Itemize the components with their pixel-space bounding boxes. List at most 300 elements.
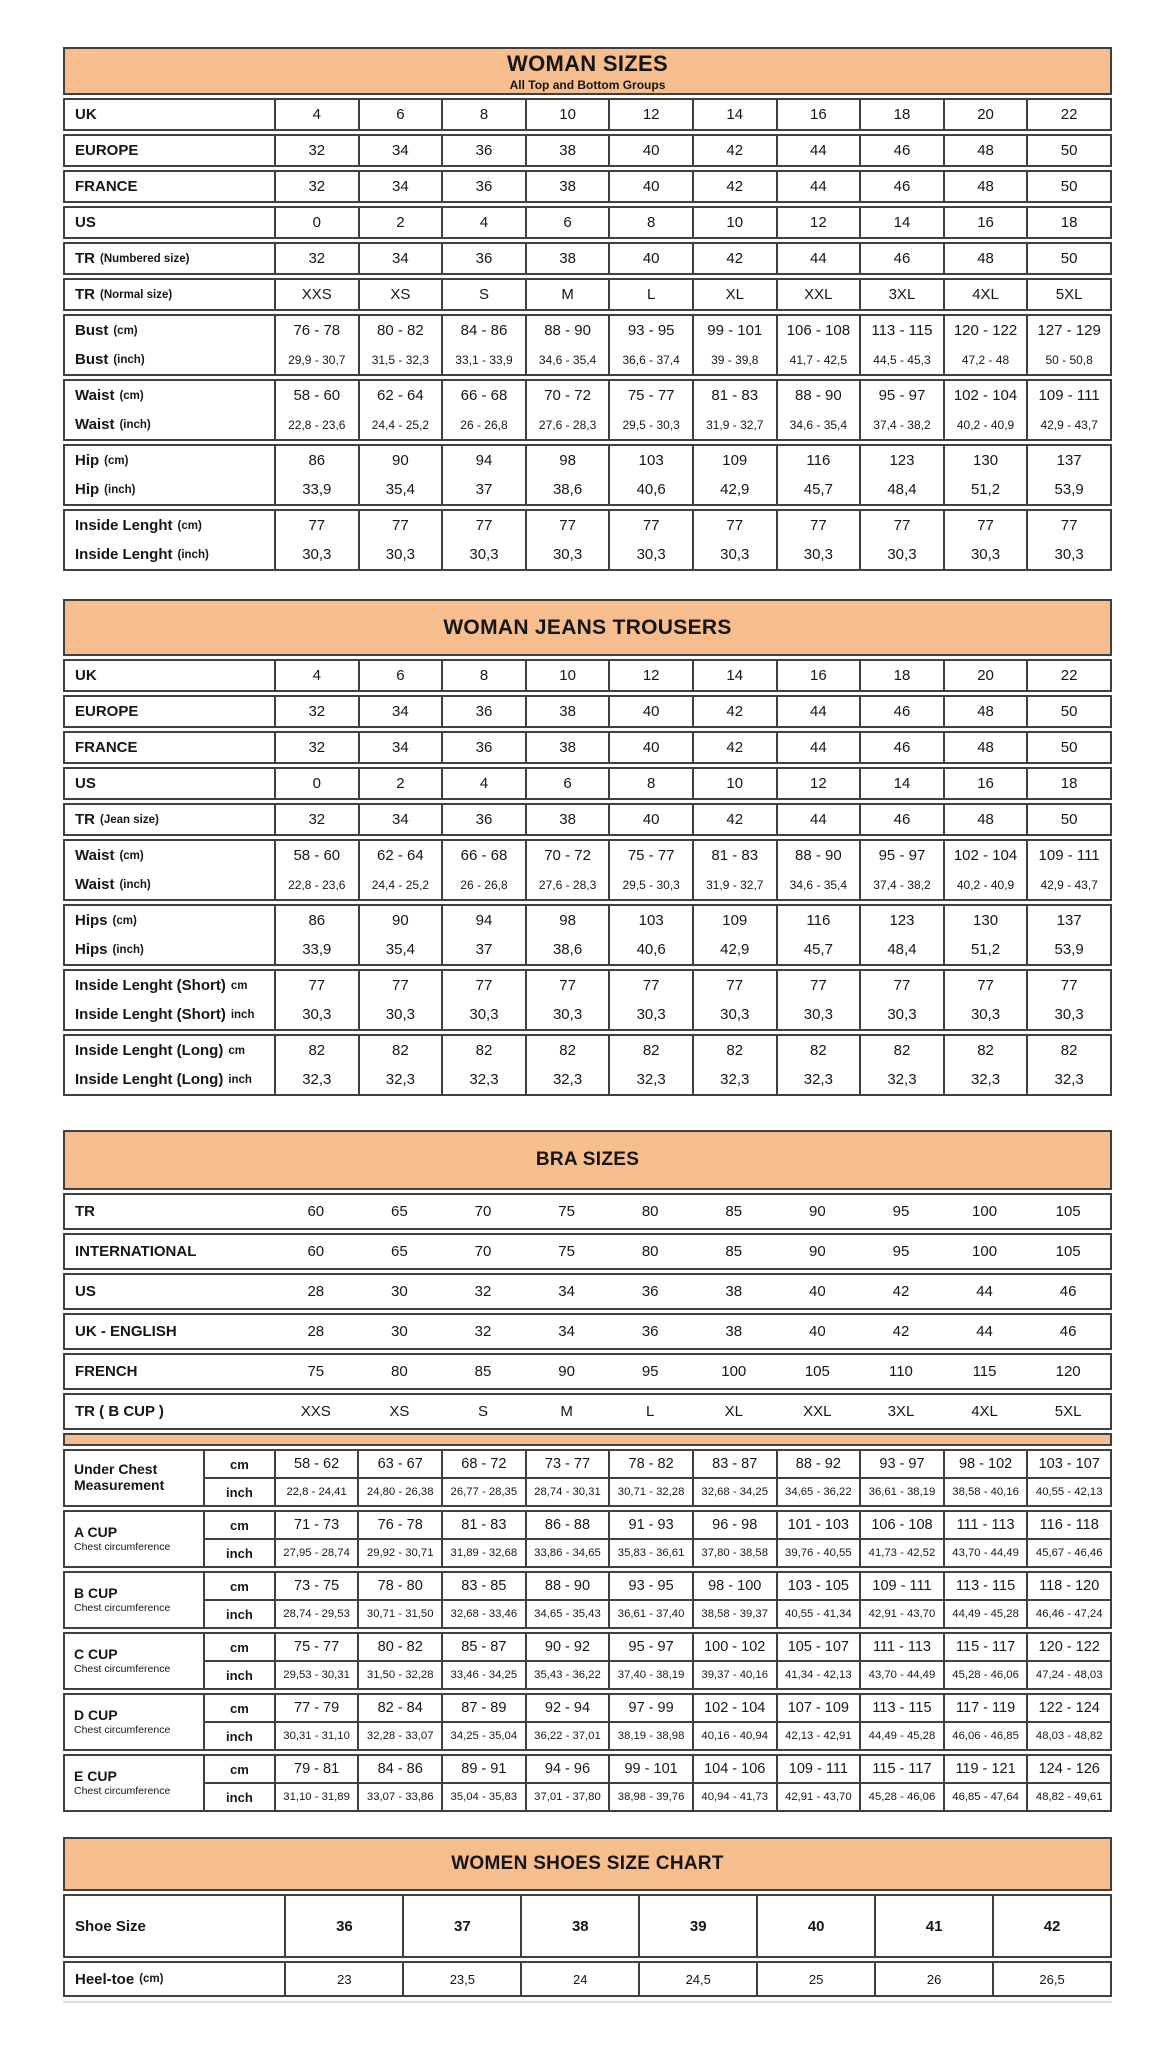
table-row — [205, 1538, 1110, 1566]
value-cell: 42 — [692, 136, 776, 165]
value-cell: 40,2 - 40,9 — [943, 870, 1027, 899]
value-cell: 103 - 107 — [1026, 1451, 1110, 1477]
value-cell: 50 — [1026, 733, 1110, 762]
value-cell: 38 — [525, 244, 609, 273]
value-cell: 34,65 - 35,43 — [525, 1601, 609, 1627]
value-cell: 30,3 — [525, 540, 609, 569]
value-cell: 31,10 - 31,89 — [274, 1784, 358, 1810]
cup-label-sub: Chest circumference — [74, 1724, 171, 1737]
value-cell: 84 - 86 — [441, 316, 525, 345]
value-cell: 30,3 — [274, 540, 358, 569]
value-cell: 94 - 96 — [525, 1756, 609, 1782]
value-cell: 42 — [692, 697, 776, 726]
value-cell: 43,70 - 44,49 — [859, 1662, 943, 1688]
row-label-text: Hips — [75, 941, 108, 958]
value-cell: 5XL — [1026, 280, 1110, 309]
value-cell: 93 - 95 — [608, 316, 692, 345]
value-cell: 10 — [525, 661, 609, 690]
value-cell: 77 — [274, 971, 358, 1000]
value-cell: 26 - 26,8 — [441, 870, 525, 899]
woman-sizes-body — [63, 98, 1112, 571]
value-cell: 30,3 — [692, 540, 776, 569]
value-cell: 44 — [776, 172, 860, 201]
value-cell: 39 — [638, 1896, 756, 1956]
value-cell: 40 — [608, 172, 692, 201]
value-cell: 44,49 - 45,28 — [943, 1601, 1027, 1627]
value-cell: 4XL — [943, 280, 1027, 309]
value-cell: 77 — [776, 971, 860, 1000]
value-cell: 3XL — [859, 280, 943, 309]
value-cell: 77 — [358, 511, 442, 540]
value-cell: 76 - 78 — [357, 1512, 441, 1538]
table-row-group — [63, 839, 1112, 901]
table-row — [65, 841, 1110, 870]
value-cell: 82 — [1026, 1036, 1110, 1065]
unit-cell: cm — [230, 1761, 249, 1777]
value-cell: 32 — [474, 1283, 492, 1300]
value-cell: 45,67 - 46,46 — [1026, 1540, 1110, 1566]
value-cell: 48,03 - 48,82 — [1026, 1723, 1110, 1749]
value-cell: 25 — [756, 1963, 874, 1995]
cup-row-group — [63, 1571, 1112, 1629]
value-cell: 31,89 - 32,68 — [441, 1540, 525, 1566]
value-cell: M — [560, 1403, 573, 1420]
value-cell: 40 — [608, 697, 692, 726]
table-row — [205, 1477, 1110, 1505]
value-cell: 77 — [776, 511, 860, 540]
cup-rows — [205, 1756, 1110, 1810]
value-cell: XXL — [803, 1403, 832, 1420]
value-cell: 3XL — [887, 1403, 915, 1420]
value-cell: 123 — [859, 446, 943, 475]
value-cell: 116 - 118 — [1026, 1512, 1110, 1538]
value-cell: 123 — [859, 906, 943, 935]
value-cell: 105 — [804, 1363, 830, 1380]
woman-jeans-header — [63, 599, 1112, 656]
value-cell: 63 - 67 — [357, 1451, 441, 1477]
table-row — [205, 1512, 1110, 1538]
value-cell: 120 - 122 — [1026, 1634, 1110, 1660]
row-label — [65, 769, 274, 798]
value-cell: 30,3 — [441, 1000, 525, 1029]
cup-rows — [205, 1573, 1110, 1627]
value-cell: 33,9 — [274, 935, 358, 964]
shoes-table — [63, 1837, 1112, 2003]
value-cell: 84 - 86 — [357, 1756, 441, 1782]
value-cell: 37,40 - 38,19 — [608, 1662, 692, 1688]
value-cell: 40 — [809, 1283, 826, 1300]
value-cell: 40,94 - 41,73 — [692, 1784, 776, 1810]
value-cell: 38 — [525, 697, 609, 726]
value-cell: 95 - 97 — [859, 841, 943, 870]
value-cell: 50 - 50,8 — [1026, 345, 1110, 374]
value-cell: 81 - 83 — [692, 381, 776, 410]
value-cell: 32,68 - 33,46 — [441, 1601, 525, 1627]
value-cell: 46 — [859, 244, 943, 273]
value-cell: 80 — [391, 1363, 408, 1380]
cup-label — [65, 1695, 205, 1749]
row-label — [65, 935, 274, 964]
value-cell: 46,46 - 47,24 — [1026, 1601, 1110, 1627]
value-cell: 99 - 101 — [608, 1756, 692, 1782]
cup-label-text: B CUP — [74, 1584, 118, 1601]
value-cell: 85 — [725, 1203, 743, 1220]
table-row — [65, 136, 1110, 165]
value-cell: 30,3 — [859, 540, 943, 569]
row-label — [65, 1896, 284, 1956]
row-label-text: FRANCE — [75, 178, 138, 195]
value-cell: 82 — [608, 1036, 692, 1065]
table-row — [65, 661, 1110, 690]
row-label-sub: (cm) — [113, 324, 138, 337]
value-cell: 45,7 — [776, 475, 860, 504]
value-cell: 29,92 - 30,71 — [357, 1540, 441, 1566]
table-row-group — [63, 444, 1112, 506]
value-cell: 46 — [859, 697, 943, 726]
row-label-sub: (inch) — [177, 548, 209, 561]
value-cell: 77 — [1026, 511, 1110, 540]
value-cell: 26,77 - 28,35 — [441, 1479, 525, 1505]
value-cell: 45,28 - 46,06 — [943, 1662, 1027, 1688]
row-label-text: Shoe Size — [75, 1917, 146, 1935]
value-cell: 77 — [441, 971, 525, 1000]
value-cell: 34 — [558, 1283, 575, 1300]
table-row — [65, 935, 1110, 964]
value-cell: 32,68 - 34,25 — [692, 1479, 776, 1505]
table-row-group — [63, 1313, 1112, 1350]
row-label-text: Inside Lenght — [75, 517, 173, 534]
value-cell: 104 - 106 — [692, 1756, 776, 1782]
row-label-text: Inside Lenght (Long) — [75, 1042, 224, 1059]
value-cell: 75 - 77 — [608, 381, 692, 410]
row-label-sub: (inch) — [112, 943, 144, 956]
row-label-sub: (inch) — [113, 353, 145, 366]
value-cell: 44 — [776, 244, 860, 273]
value-cell: 32,3 — [943, 1065, 1027, 1094]
value-cell: 58 - 60 — [274, 381, 358, 410]
value-cell: 32,28 - 33,07 — [357, 1723, 441, 1749]
value-cell: 38 — [525, 136, 609, 165]
unit-cell: cm — [230, 1578, 249, 1594]
value-cell: 48 — [943, 805, 1027, 834]
value-cell: 36 — [641, 1323, 659, 1340]
value-cell: 40,6 — [608, 475, 692, 504]
shoes-body — [63, 1894, 1112, 1997]
value-cell: 30,3 — [776, 540, 860, 569]
row-label — [65, 511, 274, 540]
value-cell: 85 - 87 — [441, 1634, 525, 1660]
table-row — [65, 316, 1110, 345]
value-cell: 38 — [520, 1896, 638, 1956]
table-row-group — [63, 134, 1112, 167]
value-cell: 36 — [441, 733, 525, 762]
row-label-text: UK - ENGLISH — [75, 1323, 177, 1340]
value-cell: 30,3 — [358, 540, 442, 569]
value-cell: 105 - 107 — [776, 1634, 860, 1660]
table-row — [205, 1756, 1110, 1782]
value-cell: 37 — [441, 935, 525, 964]
value-cell: 32,3 — [776, 1065, 860, 1094]
value-cell: 38 — [725, 1323, 743, 1340]
value-cell: 113 - 115 — [859, 316, 943, 345]
row-label — [65, 906, 274, 935]
table-row-group — [63, 379, 1112, 441]
value-cell: 85 — [725, 1243, 743, 1260]
bra-cup-grid — [63, 1449, 1112, 1812]
value-cell: 78 - 82 — [608, 1451, 692, 1477]
value-cell: 86 - 88 — [525, 1512, 609, 1538]
value-cell: 46 — [859, 136, 943, 165]
value-cell: 46 — [859, 733, 943, 762]
table-row-group — [63, 98, 1112, 131]
value-cell: 66 - 68 — [441, 841, 525, 870]
table-row — [65, 1355, 1110, 1388]
row-label — [65, 475, 274, 504]
value-cell: 113 - 115 — [943, 1573, 1027, 1599]
value-cell: 30,71 - 32,28 — [608, 1479, 692, 1505]
table-row-group — [63, 1961, 1112, 1997]
value-cell: 88 - 90 — [525, 316, 609, 345]
cup-rows — [205, 1695, 1110, 1749]
value-cell: 117 - 119 — [943, 1695, 1027, 1721]
value-cell: 48 — [943, 136, 1027, 165]
value-cell: 92 - 94 — [525, 1695, 609, 1721]
value-cell: 51,2 — [943, 935, 1027, 964]
value-cell: 137 — [1026, 446, 1110, 475]
value-cell: 70 - 72 — [525, 841, 609, 870]
value-cell: 95 — [892, 1203, 910, 1220]
cup-label-sub: Chest circumference — [74, 1541, 171, 1554]
value-cell: 109 - 111 — [776, 1756, 860, 1782]
row-label-text: Heel-toe — [75, 1970, 135, 1988]
value-cell: 68 - 72 — [441, 1451, 525, 1477]
value-cell: 130 — [943, 906, 1027, 935]
value-cell: 60 — [307, 1203, 325, 1220]
table-row — [65, 971, 1110, 1000]
row-label — [65, 345, 274, 374]
value-cell: 86 — [274, 906, 358, 935]
value-cell: 35,04 - 35,83 — [441, 1784, 525, 1810]
cup-label-text: Under Chest Measurement — [74, 1461, 165, 1493]
value-cell: 42 — [692, 805, 776, 834]
value-cell: 12 — [608, 100, 692, 129]
value-cell: 16 — [776, 661, 860, 690]
row-label — [65, 870, 274, 899]
value-cell: 34 — [358, 244, 442, 273]
value-cell: 6 — [358, 100, 442, 129]
value-cell: 77 — [859, 511, 943, 540]
value-cell: 73 - 77 — [525, 1451, 609, 1477]
value-cell: 37 — [441, 475, 525, 504]
value-cell: 38,6 — [525, 935, 609, 964]
value-cell: 42 — [892, 1283, 910, 1300]
value-cell: 42,9 — [692, 935, 776, 964]
value-cell: 115 - 117 — [859, 1756, 943, 1782]
value-cell: 32,3 — [441, 1065, 525, 1094]
row-label-sub: (cm) — [139, 1973, 164, 1985]
value-cell: 90 — [358, 446, 442, 475]
cup-label-sub: Chest circumference — [74, 1663, 171, 1676]
value-cell: 33,07 - 33,86 — [357, 1784, 441, 1810]
cup-label-text: D CUP — [74, 1706, 118, 1723]
table-title: WOMAN JEANS TROUSERS — [443, 615, 732, 639]
table-row — [65, 906, 1110, 935]
value-cell: 44 — [776, 697, 860, 726]
value-cell: 82 — [441, 1036, 525, 1065]
table-row-group — [63, 242, 1112, 275]
value-cell: 22,8 - 24,41 — [274, 1479, 358, 1505]
table-row-group — [63, 803, 1112, 836]
value-cell: 111 - 113 — [859, 1634, 943, 1660]
row-label — [65, 1315, 274, 1348]
value-cell: 42 — [692, 244, 776, 273]
value-cell: 31,50 - 32,28 — [357, 1662, 441, 1688]
value-cell: 50 — [1026, 805, 1110, 834]
value-cell: 23,5 — [402, 1963, 520, 1995]
value-cell: 0 — [274, 769, 358, 798]
row-label-text: Hip — [75, 481, 100, 498]
value-cell: 34,6 - 35,4 — [525, 345, 609, 374]
row-label — [65, 244, 274, 273]
value-cell: 90 — [809, 1203, 826, 1220]
value-cell: 44 — [776, 805, 860, 834]
value-cell: 40,55 - 41,34 — [776, 1601, 860, 1627]
value-cell: 38,19 - 38,98 — [608, 1723, 692, 1749]
cup-label — [65, 1451, 205, 1505]
unit-cell: cm — [230, 1639, 249, 1655]
value-cell: 80 - 82 — [358, 316, 442, 345]
value-cell: 14 — [859, 769, 943, 798]
value-cell: 40 — [608, 244, 692, 273]
value-cell: 24,5 — [638, 1963, 756, 1995]
value-cell: 38,6 — [525, 475, 609, 504]
row-label-sub: (cm) — [104, 454, 129, 467]
row-label-sub: (Numbered size) — [100, 252, 190, 265]
row-label-text: Waist — [75, 387, 115, 404]
value-cell: 36 — [441, 136, 525, 165]
row-label-sub: (Normal size) — [100, 288, 173, 301]
value-cell: 37,80 - 38,58 — [692, 1540, 776, 1566]
table-row — [205, 1721, 1110, 1749]
unit-cell: inch — [226, 1728, 253, 1744]
value-cell: 66 - 68 — [441, 381, 525, 410]
row-label-text: INTERNATIONAL — [75, 1243, 197, 1260]
value-cell: 79 - 81 — [274, 1756, 358, 1782]
table-row-group — [63, 509, 1112, 571]
value-cell: 37,4 - 38,2 — [859, 410, 943, 439]
value-cell: 36,6 - 37,4 — [608, 345, 692, 374]
value-cell: 111 - 113 — [943, 1512, 1027, 1538]
table-row — [65, 381, 1110, 410]
value-cell: 4 — [274, 100, 358, 129]
row-label-sub: inch — [228, 1073, 252, 1086]
value-cell: 98 - 100 — [692, 1573, 776, 1599]
value-cell: 32,3 — [608, 1065, 692, 1094]
value-cell: 75 — [558, 1243, 575, 1260]
table-row — [205, 1695, 1110, 1721]
cup-row-group — [63, 1693, 1112, 1751]
row-label-text: Inside Lenght (Short) — [75, 1006, 226, 1023]
value-cell: 36 — [441, 244, 525, 273]
value-cell: 81 - 83 — [441, 1512, 525, 1538]
value-cell: 41,34 - 42,13 — [776, 1662, 860, 1688]
value-cell: 32,3 — [525, 1065, 609, 1094]
value-cell: 36,61 - 38,19 — [859, 1479, 943, 1505]
value-cell: 4XL — [971, 1403, 998, 1420]
value-cell: 35,4 — [358, 935, 442, 964]
value-cell: 4 — [441, 769, 525, 798]
value-cell: 8 — [441, 661, 525, 690]
table-row — [65, 1395, 1110, 1428]
value-cell: 44 — [776, 733, 860, 762]
value-cell: 44 — [976, 1283, 993, 1300]
value-cell: 87 - 89 — [441, 1695, 525, 1721]
value-cell: 99 - 101 — [692, 316, 776, 345]
value-cell: 77 — [943, 971, 1027, 1000]
table-row — [65, 410, 1110, 439]
row-label — [65, 136, 274, 165]
value-cell: 109 — [692, 446, 776, 475]
value-cell: 32 — [274, 733, 358, 762]
unit-cell: inch — [226, 1667, 253, 1683]
value-cell: 82 — [776, 1036, 860, 1065]
value-cell: 36 — [441, 697, 525, 726]
value-cell: 88 - 92 — [776, 1451, 860, 1477]
value-cell: 32 — [474, 1323, 492, 1340]
value-cell: 40 — [809, 1323, 826, 1340]
value-cell: 42 — [992, 1896, 1110, 1956]
value-cell: 2 — [358, 208, 442, 237]
row-label-text: Hips — [75, 912, 108, 929]
value-cell: 109 — [692, 906, 776, 935]
value-cell: 100 — [972, 1243, 998, 1260]
cup-row-group — [63, 1449, 1112, 1507]
value-cell: 103 - 105 — [776, 1573, 860, 1599]
table-row — [65, 1896, 1110, 1956]
value-cell: L — [646, 1403, 655, 1420]
value-cell: 120 — [1055, 1363, 1081, 1380]
value-cell: 40 — [608, 136, 692, 165]
row-label — [65, 1065, 274, 1094]
value-cell: 107 - 109 — [776, 1695, 860, 1721]
value-cell: 100 — [972, 1203, 998, 1220]
value-cell: 18 — [1026, 208, 1110, 237]
table-row — [65, 100, 1110, 129]
value-cell: 77 — [608, 971, 692, 1000]
value-cell: 41,73 - 42,52 — [859, 1540, 943, 1566]
woman-sizes-table — [63, 47, 1112, 571]
value-cell: 42 — [892, 1323, 910, 1340]
row-label-sub: cm — [230, 979, 248, 992]
value-cell: 18 — [859, 661, 943, 690]
table-row — [65, 1195, 1110, 1228]
value-cell: 115 — [972, 1363, 997, 1380]
bottom-divider — [63, 2001, 1112, 2003]
value-cell: 71 - 73 — [274, 1512, 358, 1538]
value-cell: 27,6 - 28,3 — [525, 410, 609, 439]
value-cell: 2 — [358, 769, 442, 798]
row-label-text: US — [75, 214, 96, 231]
value-cell: 103 — [608, 446, 692, 475]
value-cell: 14 — [692, 100, 776, 129]
value-cell: 77 — [859, 971, 943, 1000]
value-cell: S — [477, 1403, 488, 1420]
value-cell: 35,83 - 36,61 — [608, 1540, 692, 1566]
bra-sizes-body — [63, 1193, 1112, 1430]
row-label — [65, 971, 274, 1000]
value-cell: 38 — [525, 733, 609, 762]
value-cell: 30,3 — [1026, 1000, 1110, 1029]
